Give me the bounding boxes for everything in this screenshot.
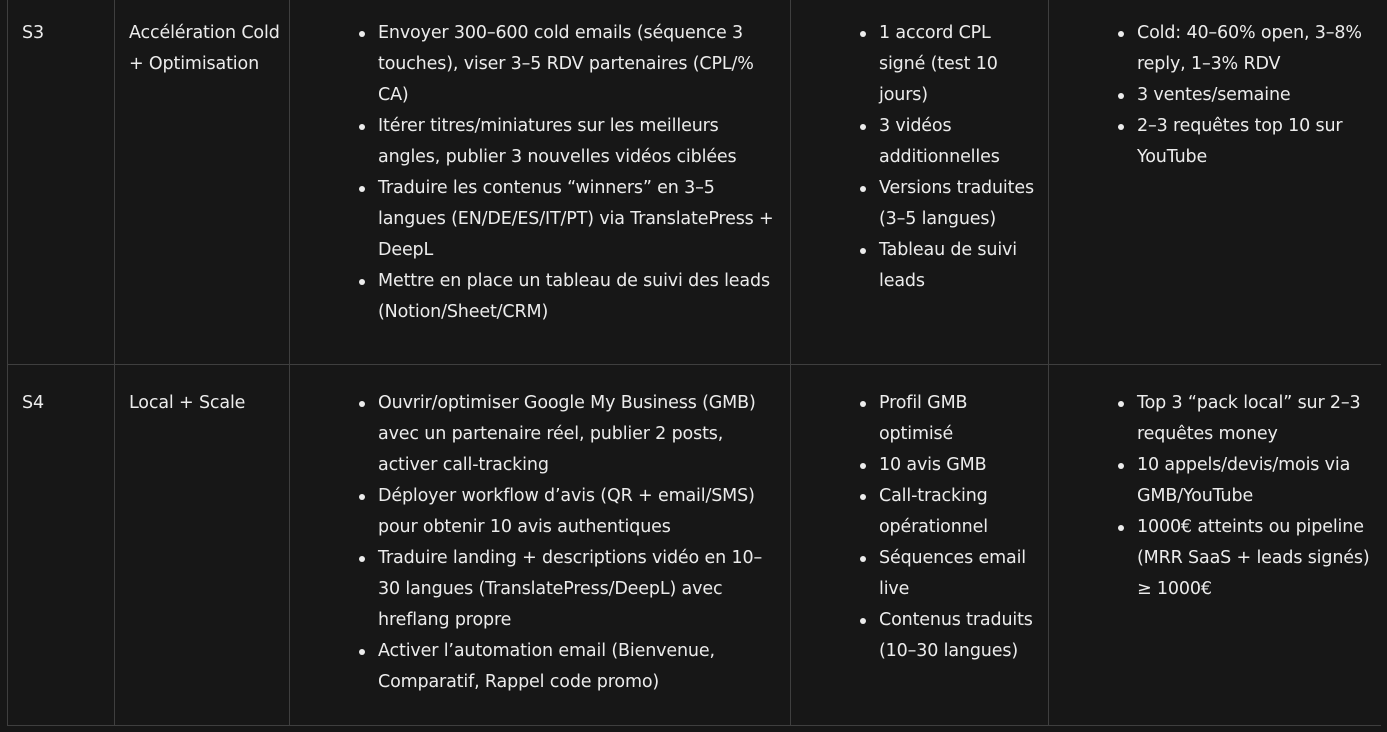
bullet-icon	[860, 494, 866, 500]
kpis-list	[1137, 388, 1371, 605]
stage-cell	[8, 0, 115, 365]
phase-cell	[115, 0, 290, 365]
bullet-icon	[860, 401, 866, 407]
list-item: Traduire les contenus “winners” en 3–5 langues (EN/DE/ES/IT/PT) via TranslatePress + DeepL	[378, 173, 778, 266]
table-row	[8, 0, 1382, 365]
actions-list	[378, 388, 778, 698]
list-item: 1 accord CPL signé (test 10 jours)	[879, 18, 1038, 111]
bullet-icon	[860, 463, 866, 469]
stage-label: S3	[22, 23, 44, 43]
list-item: 10 appels/devis/mois via GMB/YouTube	[1137, 450, 1371, 512]
list-item: Versions traduites (3–5 langues)	[879, 173, 1038, 235]
list-item: Tableau de suivi leads	[879, 235, 1038, 297]
table-row	[8, 365, 1382, 726]
phase-label: Accélération Cold + Optimisation	[129, 23, 280, 74]
bullet-icon	[359, 401, 365, 407]
list-item: Ouvrir/optimiser Google My Business (GMB) avec un partenaire réel, publier 2 posts, activer call-tracking	[378, 388, 778, 481]
bullet-icon	[860, 186, 866, 192]
bullet-icon	[1118, 93, 1124, 99]
bullet-icon	[359, 186, 365, 192]
list-item: Séquences email live	[879, 543, 1038, 605]
actions-list	[378, 18, 778, 328]
bullet-icon	[359, 279, 365, 285]
bullet-icon	[359, 494, 365, 500]
bullet-icon	[860, 556, 866, 562]
bullet-icon	[1118, 525, 1124, 531]
deliverables-cell	[791, 0, 1049, 365]
list-item: 3 ventes/semaine	[1137, 80, 1371, 111]
list-item: 1000€ atteints ou pipeline (MRR SaaS + leads signés) ≥ 1000€	[1137, 512, 1371, 605]
phase-cell	[115, 365, 290, 726]
actions-cell	[290, 365, 791, 726]
bullet-icon	[860, 124, 866, 130]
deliverables-list	[879, 388, 1038, 667]
list-item: Itérer titres/miniatures sur les meilleurs angles, publier 3 nouvelles vidéos ciblées	[378, 111, 778, 173]
list-item: Call-tracking opérationnel	[879, 481, 1038, 543]
kpis-cell	[1049, 0, 1382, 365]
list-item: Envoyer 300–600 cold emails (séquence 3 touches), viser 3–5 RDV partenaires (CPL/% CA)	[378, 18, 778, 111]
list-item: Traduire landing + descriptions vidéo en 10–30 langues (TranslatePress/DeepL) avec hreflang propre	[378, 543, 778, 636]
bullet-icon	[359, 31, 365, 37]
list-item: 10 avis GMB	[879, 450, 1038, 481]
deliverables-cell	[791, 365, 1049, 726]
actions-cell	[290, 0, 791, 365]
stage-label: S4	[22, 393, 44, 413]
deliverables-list	[879, 18, 1038, 297]
list-item: Déployer workflow d’avis (QR + email/SMS) pour obtenir 10 avis authentiques	[378, 481, 778, 543]
list-item: 3 vidéos additionnelles	[879, 111, 1038, 173]
bullet-icon	[860, 248, 866, 254]
list-item: Contenus traduits (10–30 langues)	[879, 605, 1038, 667]
scroll-edge	[1381, 0, 1387, 732]
kpis-list	[1137, 18, 1371, 173]
list-item: Profil GMB optimisé	[879, 388, 1038, 450]
list-item: 2–3 requêtes top 10 sur YouTube	[1137, 111, 1371, 173]
phase-label: Local + Scale	[129, 393, 246, 413]
plan-table	[7, 0, 1382, 726]
list-item: Cold: 40–60% open, 3–8% reply, 1–3% RDV	[1137, 18, 1371, 80]
list-item: Top 3 “pack local” sur 2–3 requêtes money	[1137, 388, 1371, 450]
stage-cell	[8, 365, 115, 726]
bullet-icon	[359, 556, 365, 562]
bullet-icon	[359, 649, 365, 655]
kpis-cell	[1049, 365, 1382, 726]
list-item: Mettre en place un tableau de suivi des leads (Notion/Sheet/CRM)	[378, 266, 778, 328]
bullet-icon	[860, 618, 866, 624]
bullet-icon	[860, 31, 866, 37]
list-item: Activer l’automation email (Bienvenue, Comparatif, Rappel code promo)	[378, 636, 778, 698]
bullet-icon	[1118, 31, 1124, 37]
bullet-icon	[1118, 463, 1124, 469]
bullet-icon	[1118, 124, 1124, 130]
bullet-icon	[359, 124, 365, 130]
bullet-icon	[1118, 401, 1124, 407]
